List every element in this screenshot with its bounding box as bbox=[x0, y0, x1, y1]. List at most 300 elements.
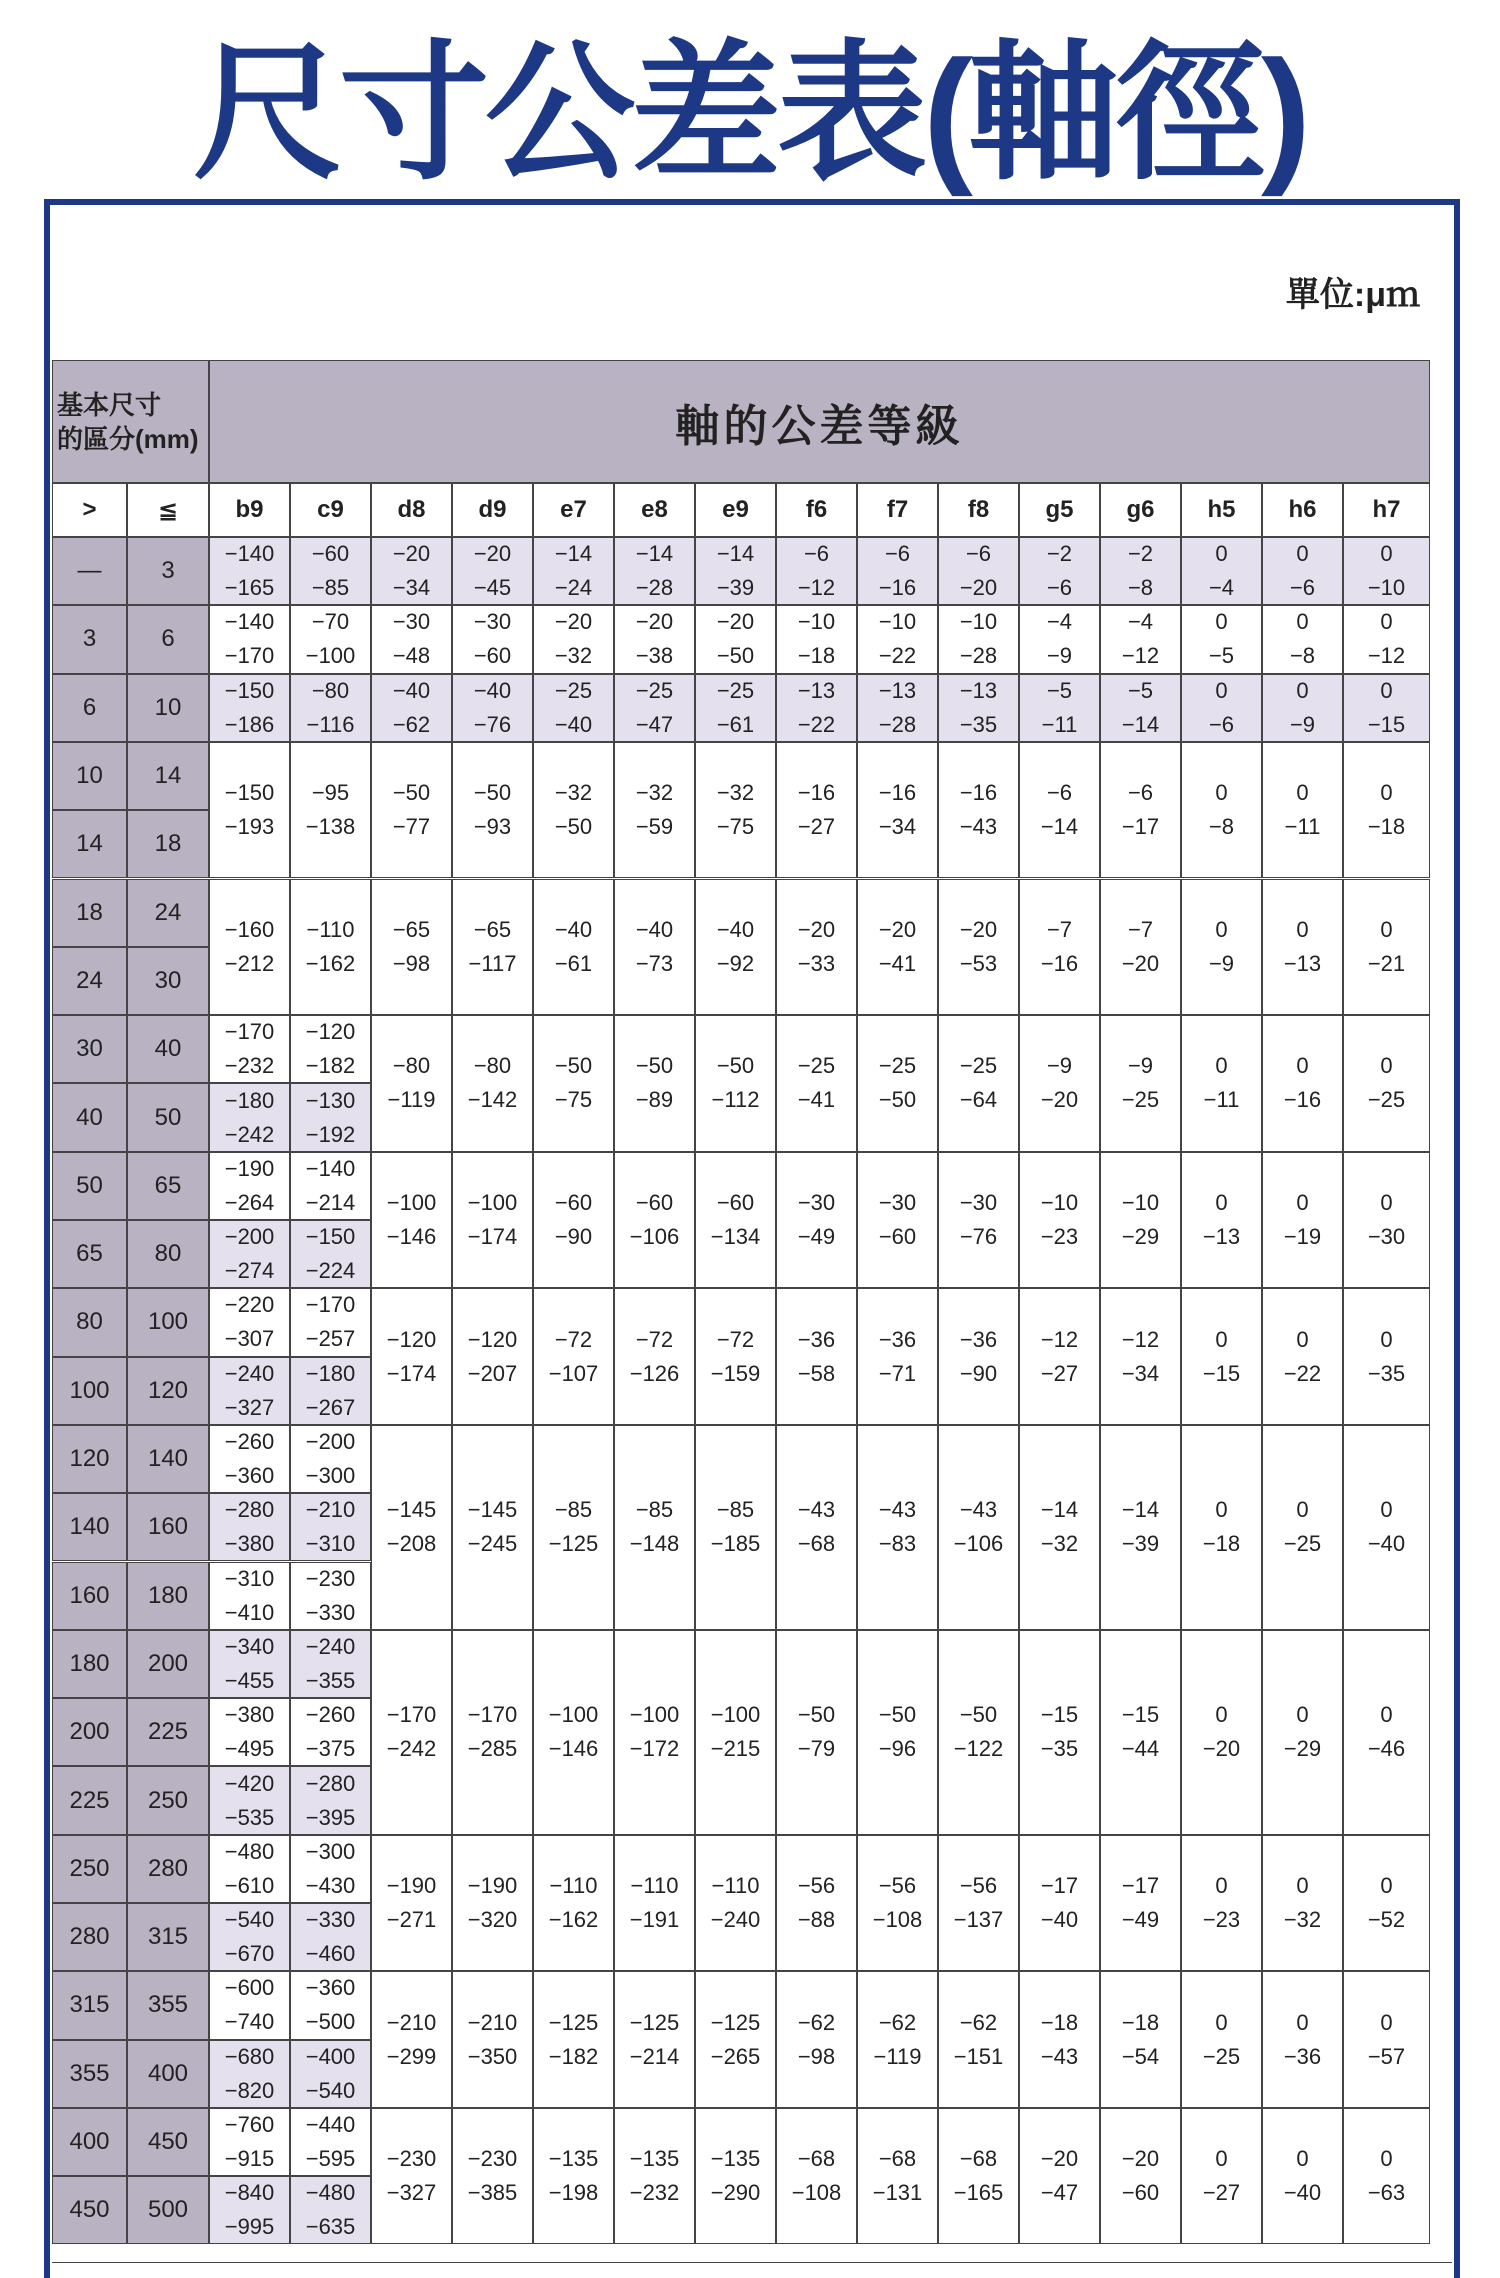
size-le-cell bbox=[127, 947, 209, 1015]
tolerance-value: −106 bbox=[953, 1531, 1004, 1557]
tolerance-value: −28 bbox=[878, 711, 917, 737]
tolerance-value: −174 bbox=[386, 1360, 437, 1386]
tolerance-value: −43 bbox=[797, 1497, 836, 1523]
tolerance-value: 0 bbox=[1296, 780, 1309, 806]
tolerance-cell-g6 bbox=[1100, 742, 1181, 879]
tolerance-value: −5 bbox=[1208, 643, 1235, 669]
size-gt-cell bbox=[52, 1288, 127, 1356]
tolerance-value: −100 bbox=[548, 1702, 599, 1728]
size-le-cell bbox=[127, 1766, 209, 1834]
tolerance-value: −65 bbox=[473, 916, 512, 942]
tolerance-value: −170 bbox=[305, 1292, 356, 1318]
tolerance-value: −11 bbox=[1203, 1087, 1240, 1113]
tolerance-value: −20 bbox=[1121, 2146, 1160, 2172]
tolerance-value: −79 bbox=[797, 1736, 836, 1762]
tolerance-cell-e8 bbox=[614, 537, 695, 605]
tolerance-value: −112 bbox=[711, 1087, 760, 1113]
tolerance-value: −13 bbox=[797, 677, 836, 703]
grade-col-d9 bbox=[452, 483, 533, 537]
tolerance-value: −135 bbox=[548, 2146, 599, 2172]
tolerance-value: −480 bbox=[224, 1838, 275, 1864]
tolerance-cell-d9 bbox=[452, 1288, 533, 1425]
tolerance-value: −170 bbox=[467, 1702, 518, 1728]
tolerance-cell-b9 bbox=[209, 1630, 290, 1698]
tolerance-value: −130 bbox=[305, 1087, 356, 1113]
tolerance-value: −20 bbox=[1040, 1087, 1079, 1113]
tolerance-cell-g6 bbox=[1100, 1015, 1181, 1152]
tolerance-value: −110 bbox=[306, 916, 355, 942]
tolerance-value: −16 bbox=[1283, 1087, 1322, 1113]
tolerance-value: −58 bbox=[797, 1360, 836, 1386]
tolerance-value: −6 bbox=[803, 541, 830, 567]
tolerance-value: −15 bbox=[1202, 1360, 1241, 1386]
tolerance-cell-g5 bbox=[1019, 1152, 1100, 1289]
tolerance-value: 0 bbox=[1380, 1872, 1393, 1898]
tolerance-value: −12 bbox=[1367, 643, 1406, 669]
tolerance-value: 355 bbox=[147, 1991, 189, 2019]
tolerance-value: −182 bbox=[305, 1053, 356, 1079]
tolerance-value: −90 bbox=[959, 1360, 998, 1386]
tolerance-value: 160 bbox=[69, 1581, 110, 1609]
tolerance-cell-f6 bbox=[776, 1015, 857, 1152]
tolerance-cell-h7 bbox=[1343, 1630, 1430, 1835]
tolerance-value: 0 bbox=[1215, 541, 1228, 567]
tolerance-cell-f8 bbox=[938, 1971, 1019, 2108]
tolerance-value: 160 bbox=[147, 1513, 189, 1541]
tolerance-cell-e9 bbox=[695, 537, 776, 605]
grade-col-h6 bbox=[1262, 483, 1343, 537]
tolerance-value: −72 bbox=[716, 1326, 755, 1352]
tolerance-value: −76 bbox=[473, 711, 512, 737]
tolerance-value: −146 bbox=[548, 1736, 599, 1762]
tolerance-cell-b9 bbox=[209, 2040, 290, 2108]
tolerance-value: −20 bbox=[959, 916, 998, 942]
tolerance-cell-f7 bbox=[857, 537, 938, 605]
grade-col-h5 bbox=[1181, 483, 1262, 537]
tolerance-value: −80 bbox=[311, 677, 350, 703]
tolerance-cell-c9 bbox=[290, 742, 371, 879]
size-gt-cell bbox=[52, 1493, 127, 1561]
tolerance-cell-d8 bbox=[371, 605, 452, 673]
tolerance-cell-h7 bbox=[1343, 879, 1430, 1016]
size-le-cell bbox=[127, 810, 209, 878]
size-gt-cell bbox=[52, 1152, 127, 1220]
tolerance-value: −540 bbox=[224, 1907, 275, 1933]
tolerance-cell-e9 bbox=[695, 1630, 776, 1835]
tolerance-value: −60 bbox=[311, 541, 350, 567]
tolerance-value: −72 bbox=[635, 1326, 674, 1352]
tolerance-cell-f7 bbox=[857, 2108, 938, 2245]
le-header bbox=[127, 483, 209, 537]
size-le-cell bbox=[127, 1562, 209, 1630]
tolerance-cell-e9 bbox=[695, 1015, 776, 1152]
tolerance-value: −119 bbox=[873, 2043, 922, 2069]
grade-label: f6 bbox=[805, 496, 828, 523]
tolerance-cell-h6 bbox=[1262, 742, 1343, 879]
tolerance-value: −11 bbox=[1041, 711, 1078, 737]
tolerance-value: −17 bbox=[1040, 1872, 1079, 1898]
tolerance-cell-e8 bbox=[614, 1971, 695, 2108]
tolerance-cell-h7 bbox=[1343, 1015, 1430, 1152]
tolerance-value: −36 bbox=[1283, 2043, 1322, 2069]
size-le-cell bbox=[127, 1152, 209, 1220]
tolerance-cell-b9 bbox=[209, 1288, 290, 1356]
tolerance-value: −6 bbox=[1289, 575, 1316, 601]
tolerance-cell-g6 bbox=[1100, 605, 1181, 673]
tolerance-value: −50 bbox=[878, 1702, 917, 1728]
tolerance-cell-e8 bbox=[614, 742, 695, 879]
tolerance-cell-c9 bbox=[290, 879, 371, 1016]
grade-col-f8 bbox=[938, 483, 1019, 537]
tolerance-value: −14 bbox=[1040, 1497, 1079, 1523]
tolerance-value: −35 bbox=[959, 711, 998, 737]
tolerance-value: −18 bbox=[1040, 2009, 1079, 2035]
size-gt-cell bbox=[52, 1903, 127, 1971]
tolerance-cell-f6 bbox=[776, 1288, 857, 1425]
tolerance-value: 14 bbox=[154, 762, 182, 790]
tolerance-value: −89 bbox=[635, 1087, 674, 1113]
tolerance-cell-f6 bbox=[776, 742, 857, 879]
tolerance-cell-c9 bbox=[290, 1698, 371, 1766]
tolerance-value: −30 bbox=[878, 1189, 917, 1215]
tolerance-value: −220 bbox=[224, 1292, 275, 1318]
tolerance-value: −25 bbox=[1121, 1087, 1160, 1113]
tolerance-value: −25 bbox=[1283, 1531, 1322, 1557]
size-le-cell bbox=[127, 1971, 209, 2039]
tolerance-cell-c9 bbox=[290, 674, 371, 742]
tolerance-value: −159 bbox=[710, 1360, 761, 1386]
grade-col-g5 bbox=[1019, 483, 1100, 537]
tolerance-cell-b9 bbox=[209, 1698, 290, 1766]
tolerance-cell-h7 bbox=[1343, 742, 1430, 879]
tolerance-cell-b9 bbox=[209, 2108, 290, 2176]
tolerance-cell-e8 bbox=[614, 1835, 695, 1972]
tolerance-value: −62 bbox=[959, 2009, 998, 2035]
tolerance-value: −214 bbox=[629, 2043, 680, 2069]
tolerance-value: −280 bbox=[224, 1497, 275, 1523]
tolerance-cell-d8 bbox=[371, 1630, 452, 1835]
tolerance-value: −20 bbox=[878, 916, 917, 942]
tolerance-value: −240 bbox=[305, 1633, 356, 1659]
tolerance-value: −25 bbox=[878, 1053, 917, 1079]
tolerance-value: −330 bbox=[305, 1599, 356, 1625]
tolerance-value: −70 bbox=[311, 609, 350, 635]
tolerance-value: −32 bbox=[635, 780, 674, 806]
tolerance-cell-f6 bbox=[776, 1152, 857, 1289]
tolerance-value: −162 bbox=[548, 1906, 599, 1932]
tolerance-value: −36 bbox=[878, 1326, 917, 1352]
tolerance-value: −20 bbox=[554, 609, 593, 635]
tolerance-value: −20 bbox=[635, 609, 674, 635]
tolerance-value: −61 bbox=[554, 950, 593, 976]
grade-col-e7 bbox=[533, 483, 614, 537]
tolerance-value: −495 bbox=[224, 1736, 275, 1762]
tolerance-value: −57 bbox=[1367, 2043, 1406, 2069]
tolerance-value: −142 bbox=[467, 1087, 518, 1113]
tolerance-value: −5 bbox=[1127, 677, 1154, 703]
tolerance-value: −19 bbox=[1283, 1223, 1322, 1249]
tolerance-value: −25 bbox=[716, 677, 755, 703]
tolerance-value: −100 bbox=[386, 1189, 437, 1215]
tolerance-value: −21 bbox=[1367, 950, 1406, 976]
tolerance-value: −50 bbox=[473, 780, 512, 806]
tolerance-cell-g6 bbox=[1100, 1152, 1181, 1289]
tolerance-value: 40 bbox=[76, 1103, 103, 1131]
tolerance-value: −85 bbox=[311, 575, 350, 601]
tolerance-cell-e7 bbox=[533, 879, 614, 1016]
tolerance-cell-f6 bbox=[776, 1630, 857, 1835]
tolerance-cell-f7 bbox=[857, 605, 938, 673]
tolerance-value: 0 bbox=[1380, 1053, 1393, 1079]
tolerance-value: −327 bbox=[224, 1394, 275, 1420]
tolerance-value: −245 bbox=[467, 1531, 518, 1557]
tolerance-cell-c9 bbox=[290, 605, 371, 673]
tolerance-cell-d9 bbox=[452, 742, 533, 879]
gt-header bbox=[52, 483, 127, 537]
tolerance-value: −16 bbox=[878, 780, 917, 806]
size-le-cell bbox=[127, 1015, 209, 1083]
tolerance-value: −327 bbox=[386, 2180, 437, 2206]
tolerance-value: −131 bbox=[872, 2180, 923, 2206]
tolerance-value: −85 bbox=[635, 1497, 674, 1523]
tolerance-value: 0 bbox=[1380, 916, 1393, 942]
tolerance-cell-h5 bbox=[1181, 879, 1262, 1016]
tolerance-cell-d9 bbox=[452, 537, 533, 605]
tolerance-cell-b9 bbox=[209, 1015, 290, 1083]
tolerance-value: −39 bbox=[1121, 1531, 1160, 1557]
tolerance-cell-b9 bbox=[209, 1971, 290, 2039]
tolerance-value: 0 bbox=[1296, 1872, 1309, 1898]
tolerance-cell-c9 bbox=[290, 1630, 371, 1698]
tolerance-cell-e7 bbox=[533, 605, 614, 673]
tolerance-value: −68 bbox=[959, 2146, 998, 2172]
size-gt-cell bbox=[52, 742, 127, 810]
tolerance-value: 120 bbox=[147, 1376, 189, 1404]
tolerance-cell-e8 bbox=[614, 1425, 695, 1630]
grade-col-f7 bbox=[857, 483, 938, 537]
tolerance-cell-e7 bbox=[533, 537, 614, 605]
tolerance-value: −215 bbox=[710, 1736, 761, 1762]
tolerance-value: −40 bbox=[392, 677, 431, 703]
tolerance-value: −108 bbox=[791, 2180, 842, 2206]
grade-label: h5 bbox=[1207, 496, 1236, 523]
tolerance-cell-e8 bbox=[614, 674, 695, 742]
tolerance-value: 225 bbox=[147, 1718, 189, 1746]
tolerance-cell-f6 bbox=[776, 1425, 857, 1630]
tolerance-value: −30 bbox=[797, 1189, 836, 1215]
tolerance-value: −56 bbox=[878, 1872, 917, 1898]
tolerance-value: 0 bbox=[1296, 2146, 1309, 2172]
tolerance-cell-f6 bbox=[776, 605, 857, 673]
tolerance-value: −140 bbox=[224, 541, 275, 567]
tolerance-value: −265 bbox=[710, 2043, 761, 2069]
tolerance-cell-c9 bbox=[290, 1562, 371, 1630]
tolerance-value: −20 bbox=[473, 541, 512, 567]
tolerance-cell-g6 bbox=[1100, 537, 1181, 605]
tolerance-value: −190 bbox=[224, 1155, 275, 1181]
tolerance-cell-e7 bbox=[533, 1152, 614, 1289]
tolerance-value: −10 bbox=[797, 609, 836, 635]
tolerance-cell-g6 bbox=[1100, 879, 1181, 1016]
tolerance-value: −16 bbox=[878, 575, 917, 601]
tolerance-value: 200 bbox=[147, 1649, 189, 1677]
tolerance-value: −68 bbox=[878, 2146, 917, 2172]
tolerance-cell-d8 bbox=[371, 879, 452, 1016]
tolerance-value: −50 bbox=[878, 1087, 917, 1113]
tolerance-value: −140 bbox=[224, 609, 275, 635]
tolerance-value: −232 bbox=[224, 1053, 275, 1079]
size-gt-cell bbox=[52, 1698, 127, 1766]
tolerance-cell-c9 bbox=[290, 1766, 371, 1834]
tolerance-value: −39 bbox=[716, 575, 755, 601]
tolerance-value: 450 bbox=[69, 2196, 110, 2224]
tolerance-cell-c9 bbox=[290, 1835, 371, 1903]
tolerance-value: −120 bbox=[467, 1326, 518, 1352]
tolerance-value: −110 bbox=[630, 1872, 679, 1898]
unit-label: 單位:μｍ bbox=[1285, 276, 1420, 314]
tolerance-value: −35 bbox=[1040, 1736, 1079, 1762]
tolerance-value: −540 bbox=[305, 2077, 356, 2103]
tolerance-value: −100 bbox=[710, 1702, 761, 1728]
tolerance-value: −264 bbox=[224, 1189, 275, 1215]
tolerance-cell-h6 bbox=[1262, 674, 1343, 742]
tolerance-value: −22 bbox=[878, 643, 917, 669]
tolerance-value: 0 bbox=[1215, 916, 1228, 942]
tolerance-value: −440 bbox=[305, 2112, 356, 2138]
tolerance-value: −68 bbox=[797, 1531, 836, 1557]
grade-label: f8 bbox=[967, 496, 990, 523]
tolerance-value: −40 bbox=[473, 677, 512, 703]
tolerance-value: −14 bbox=[1040, 814, 1079, 840]
tolerance-value: −14 bbox=[1121, 711, 1160, 737]
tolerance-cell-c9 bbox=[290, 537, 371, 605]
tolerance-value: −63 bbox=[1367, 2180, 1406, 2206]
tolerance-value: −430 bbox=[305, 1872, 356, 1898]
tolerance-value: −32 bbox=[716, 780, 755, 806]
tolerance-value: 450 bbox=[147, 2128, 189, 2156]
tolerance-value: −207 bbox=[467, 1360, 518, 1386]
tolerance-value: −11 bbox=[1284, 814, 1321, 840]
tolerance-cell-c9 bbox=[290, 2176, 371, 2244]
tolerance-value: 0 bbox=[1296, 916, 1309, 942]
tolerance-value: −32 bbox=[1040, 1531, 1079, 1557]
tolerance-value: −170 bbox=[224, 643, 275, 669]
tolerance-value: −300 bbox=[305, 1838, 356, 1864]
tolerance-value: −25 bbox=[635, 677, 674, 703]
tolerance-cell-e9 bbox=[695, 1835, 776, 1972]
tolerance-value: −185 bbox=[710, 1531, 761, 1557]
tolerance-value: −13 bbox=[1283, 950, 1322, 976]
tolerance-value: −18 bbox=[1367, 814, 1406, 840]
tolerance-cell-d8 bbox=[371, 1425, 452, 1630]
tolerance-value: −257 bbox=[305, 1326, 356, 1352]
tolerance-value: −165 bbox=[953, 2180, 1004, 2206]
tolerance-value: 0 bbox=[1215, 1189, 1228, 1215]
tolerance-value: −210 bbox=[305, 1497, 356, 1523]
tolerance-value: 0 bbox=[1296, 1189, 1309, 1215]
tolerance-cell-b9 bbox=[209, 605, 290, 673]
tolerance-value: −460 bbox=[305, 1941, 356, 1967]
tolerance-value: 65 bbox=[76, 1240, 103, 1268]
tolerance-value: −9 bbox=[1127, 1053, 1154, 1079]
size-le-cell bbox=[127, 1835, 209, 1903]
tolerance-value: −52 bbox=[1367, 1906, 1406, 1932]
grade-label: h6 bbox=[1288, 496, 1317, 523]
tolerance-cell-c9 bbox=[290, 1220, 371, 1288]
tolerance-cell-g5 bbox=[1019, 1288, 1100, 1425]
tolerance-cell-g5 bbox=[1019, 1971, 1100, 2108]
size-le-cell bbox=[127, 879, 209, 947]
tolerance-cell-h6 bbox=[1262, 879, 1343, 1016]
size-le-cell bbox=[127, 2040, 209, 2108]
tolerance-cell-e7 bbox=[533, 742, 614, 879]
tolerance-cell-d9 bbox=[452, 674, 533, 742]
tolerance-value: −14 bbox=[716, 541, 755, 567]
tolerance-cell-h5 bbox=[1181, 742, 1262, 879]
grade-label: e7 bbox=[560, 496, 587, 523]
tolerance-value: 0 bbox=[1215, 1053, 1228, 1079]
tolerance-value: −4 bbox=[1208, 575, 1235, 601]
tolerance-cell-c9 bbox=[290, 1903, 371, 1971]
tolerance-cell-h5 bbox=[1181, 1630, 1262, 1835]
tolerance-value: −260 bbox=[224, 1429, 275, 1455]
size-gt-cell bbox=[52, 1971, 127, 2039]
tolerance-value: 180 bbox=[147, 1581, 189, 1609]
tolerance-value: −75 bbox=[554, 1087, 593, 1113]
tolerance-value: −40 bbox=[716, 916, 755, 942]
tolerance-value: −16 bbox=[1040, 950, 1079, 976]
grade-col-b9 bbox=[209, 483, 290, 537]
size-gt-cell bbox=[52, 1562, 127, 1630]
tolerance-cell-b9 bbox=[209, 1083, 290, 1151]
tolerance-value: −20 bbox=[959, 575, 998, 601]
tolerance-cell-b9 bbox=[209, 742, 290, 879]
tolerance-value: −148 bbox=[629, 1531, 680, 1557]
tolerance-value: −12 bbox=[797, 575, 836, 601]
tolerance-value: −35 bbox=[1367, 1360, 1406, 1386]
grade-header bbox=[209, 360, 1430, 483]
tolerance-value: 40 bbox=[154, 1035, 182, 1063]
tolerance-cell-h5 bbox=[1181, 1971, 1262, 2108]
tolerance-value: 140 bbox=[69, 1513, 110, 1541]
tolerance-value: −285 bbox=[467, 1736, 518, 1762]
size-le-cell bbox=[127, 2108, 209, 2176]
tolerance-value: −27 bbox=[1202, 2180, 1241, 2206]
tolerance-cell-f7 bbox=[857, 1425, 938, 1630]
tolerance-value: −43 bbox=[1040, 2043, 1079, 2069]
tolerance-value: −4 bbox=[1127, 609, 1154, 635]
tolerance-cell-c9 bbox=[290, 1015, 371, 1083]
size-le-cell bbox=[127, 1425, 209, 1493]
tolerance-value: −18 bbox=[1202, 1531, 1241, 1557]
grade-label: e9 bbox=[722, 496, 749, 523]
tolerance-value: −12 bbox=[1121, 643, 1160, 669]
tolerance-value: −5 bbox=[1046, 677, 1073, 703]
tolerance-value: −50 bbox=[554, 814, 593, 840]
tolerance-value: −480 bbox=[305, 2180, 356, 2206]
tolerance-cell-d8 bbox=[371, 1835, 452, 1972]
grade-label: d8 bbox=[397, 496, 426, 523]
tolerance-cell-e9 bbox=[695, 1288, 776, 1425]
tolerance-cell-b9 bbox=[209, 1493, 290, 1561]
tolerance-value: −208 bbox=[386, 1531, 437, 1557]
tolerance-value: −40 bbox=[1283, 2180, 1322, 2206]
tolerance-value: −60 bbox=[716, 1189, 755, 1215]
tolerance-value: 400 bbox=[69, 2128, 110, 2156]
size-gt-cell bbox=[52, 1630, 127, 1698]
tolerance-value: 0 bbox=[1380, 609, 1393, 635]
tolerance-cell-h7 bbox=[1343, 1152, 1430, 1289]
